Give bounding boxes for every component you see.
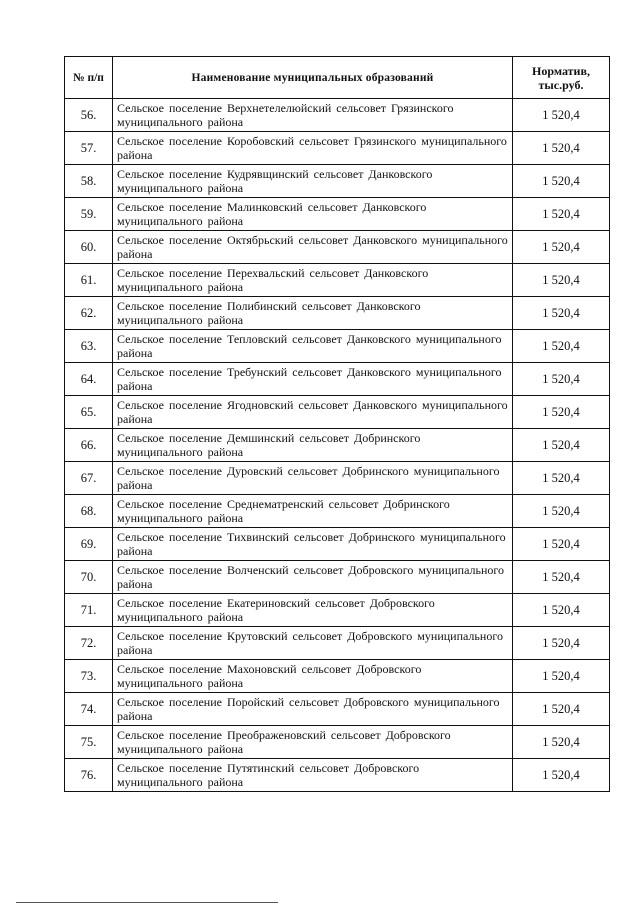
- row-normative-value: 1 520,4: [513, 198, 610, 231]
- row-number: 76.: [65, 759, 113, 792]
- row-normative-value: 1 520,4: [513, 330, 610, 363]
- row-normative-value: 1 520,4: [513, 99, 610, 132]
- row-normative-value: 1 520,4: [513, 693, 610, 726]
- table-header-row: [65, 57, 610, 99]
- row-municipality-name: Сельское поселение Коробовский сельсовет Грязинского муниципального района: [117, 133, 507, 162]
- table-body: [65, 99, 610, 792]
- row-municipality-name: Сельское поселение Дуровский сельсовет Добринского муниципального района: [117, 463, 500, 492]
- row-normative-value: 1 520,4: [513, 561, 610, 594]
- row-normative-value: 1 520,4: [513, 462, 610, 495]
- row-number: 70.: [65, 561, 113, 594]
- row-number: 58.: [65, 165, 113, 198]
- row-number: 63.: [65, 330, 113, 363]
- row-number: 65.: [65, 396, 113, 429]
- header-municipality-name: Наименование муниципальных образований: [113, 57, 513, 99]
- row-municipality-name: Сельское поселение Волченский сельсовет Добровского муниципального района: [117, 562, 505, 591]
- row-normative-value: 1 520,4: [513, 660, 610, 693]
- row-municipality-name: Сельское поселение Тепловский сельсовет Данковского муниципального района: [117, 331, 502, 360]
- row-number: 72.: [65, 627, 113, 660]
- row-number: 74.: [65, 693, 113, 726]
- row-municipality-cell: [113, 297, 513, 330]
- row-number: 56.: [65, 99, 113, 132]
- row-normative-value: 1 520,4: [513, 528, 610, 561]
- row-municipality-cell: [113, 594, 513, 627]
- row-number: 73.: [65, 660, 113, 693]
- row-number: 67.: [65, 462, 113, 495]
- table-row: [65, 330, 610, 363]
- row-number: 62.: [65, 297, 113, 330]
- row-municipality-name: Сельское поселение Кудрявщинский сельсовет Данковского муниципального района: [117, 166, 433, 195]
- table-row: [65, 99, 610, 132]
- row-municipality-name: Сельское поселение Перехвальский сельсовет Данковского муниципального района: [117, 265, 429, 294]
- header-number: № п/п: [65, 57, 113, 99]
- table-row: [65, 198, 610, 231]
- table-row: [65, 396, 610, 429]
- row-municipality-name: Сельское поселение Преображеновский сельсовет Добровского муниципального района: [117, 727, 451, 756]
- table-row: [65, 693, 610, 726]
- row-municipality-cell: [113, 132, 513, 165]
- row-municipality-cell: [113, 264, 513, 297]
- row-municipality-cell: [113, 726, 513, 759]
- row-municipality-name: Сельское поселение Требунский сельсовет Данковского муниципального района: [117, 364, 502, 393]
- row-municipality-name: Сельское поселение Екатериновский сельсовет Добровского муниципального района: [117, 595, 435, 624]
- row-normative-value: 1 520,4: [513, 594, 610, 627]
- row-number: 69.: [65, 528, 113, 561]
- table-row: [65, 528, 610, 561]
- table-row: [65, 660, 610, 693]
- table-row: [65, 231, 610, 264]
- row-municipality-name: Сельское поселение Демшинский сельсовет Добринского муниципального района: [117, 430, 421, 459]
- row-normative-value: 1 520,4: [513, 429, 610, 462]
- row-number: 59.: [65, 198, 113, 231]
- table-row: [65, 627, 610, 660]
- table-row: [65, 594, 610, 627]
- row-municipality-cell: [113, 330, 513, 363]
- table-row: [65, 462, 610, 495]
- table-row: [65, 132, 610, 165]
- row-number: 64.: [65, 363, 113, 396]
- row-municipality-name: Сельское поселение Среднематренский сельсовет Добринского муниципального района: [117, 496, 450, 525]
- row-municipality-cell: [113, 759, 513, 792]
- row-number: 57.: [65, 132, 113, 165]
- row-normative-value: 1 520,4: [513, 231, 610, 264]
- row-municipality-cell: [113, 528, 513, 561]
- row-municipality-name: Сельское поселение Полибинский сельсовет Данковского муниципального района: [117, 298, 421, 327]
- row-normative-value: 1 520,4: [513, 363, 610, 396]
- normatives-table: [64, 56, 610, 792]
- row-municipality-cell: [113, 627, 513, 660]
- table-row: [65, 495, 610, 528]
- row-normative-value: 1 520,4: [513, 132, 610, 165]
- row-number: 68.: [65, 495, 113, 528]
- row-municipality-name: Сельское поселение Путятинский сельсовет Добровского муниципального района: [117, 760, 420, 789]
- row-municipality-cell: [113, 660, 513, 693]
- table-row: [65, 726, 610, 759]
- row-municipality-name: Сельское поселение Ягодновский сельсовет Данковского муниципального района: [117, 397, 508, 426]
- row-municipality-cell: [113, 363, 513, 396]
- row-municipality-name: Сельское поселение Поройский сельсовет Добровского муниципального района: [117, 694, 500, 723]
- row-municipality-name: Сельское поселение Крутовский сельсовет Добровского муниципального района: [117, 628, 503, 657]
- row-number: 60.: [65, 231, 113, 264]
- row-municipality-name: Сельское поселение Октябрьский сельсовет Данковского муниципального района: [117, 232, 508, 261]
- row-municipality-cell: [113, 693, 513, 726]
- table-row: [65, 165, 610, 198]
- table-row: [65, 297, 610, 330]
- row-normative-value: 1 520,4: [513, 165, 610, 198]
- row-municipality-name: Сельское поселение Малинковский сельсовет Данковского муниципального района: [117, 199, 427, 228]
- row-municipality-name: Сельское поселение Верхнетелелюйский сельсовет Грязинского муниципального района: [117, 100, 454, 129]
- table-row: [65, 264, 610, 297]
- row-municipality-cell: [113, 99, 513, 132]
- table-row: [65, 429, 610, 462]
- row-normative-value: 1 520,4: [513, 726, 610, 759]
- row-normative-value: 1 520,4: [513, 396, 610, 429]
- row-municipality-cell: [113, 462, 513, 495]
- row-municipality-cell: [113, 396, 513, 429]
- row-normative-value: 1 520,4: [513, 627, 610, 660]
- row-normative-value: 1 520,4: [513, 297, 610, 330]
- row-municipality-cell: [113, 429, 513, 462]
- row-normative-value: 1 520,4: [513, 264, 610, 297]
- row-municipality-cell: [113, 495, 513, 528]
- row-normative-value: 1 520,4: [513, 495, 610, 528]
- table-row: [65, 561, 610, 594]
- header-normative: Норматив, тыс.руб.: [513, 57, 610, 99]
- row-municipality-cell: [113, 561, 513, 594]
- row-municipality-name: Сельское поселение Махоновский сельсовет Добровского муниципального района: [117, 661, 422, 690]
- row-normative-value: 1 520,4: [513, 759, 610, 792]
- row-municipality-cell: [113, 231, 513, 264]
- row-number: 66.: [65, 429, 113, 462]
- table-row: [65, 363, 610, 396]
- row-number: 71.: [65, 594, 113, 627]
- row-municipality-cell: [113, 165, 513, 198]
- table-row: [65, 759, 610, 792]
- row-municipality-name: Сельское поселение Тихвинский сельсовет Добринского муниципального района: [117, 529, 506, 558]
- footnote-divider: [16, 902, 278, 903]
- row-number: 61.: [65, 264, 113, 297]
- row-number: 75.: [65, 726, 113, 759]
- row-municipality-cell: [113, 198, 513, 231]
